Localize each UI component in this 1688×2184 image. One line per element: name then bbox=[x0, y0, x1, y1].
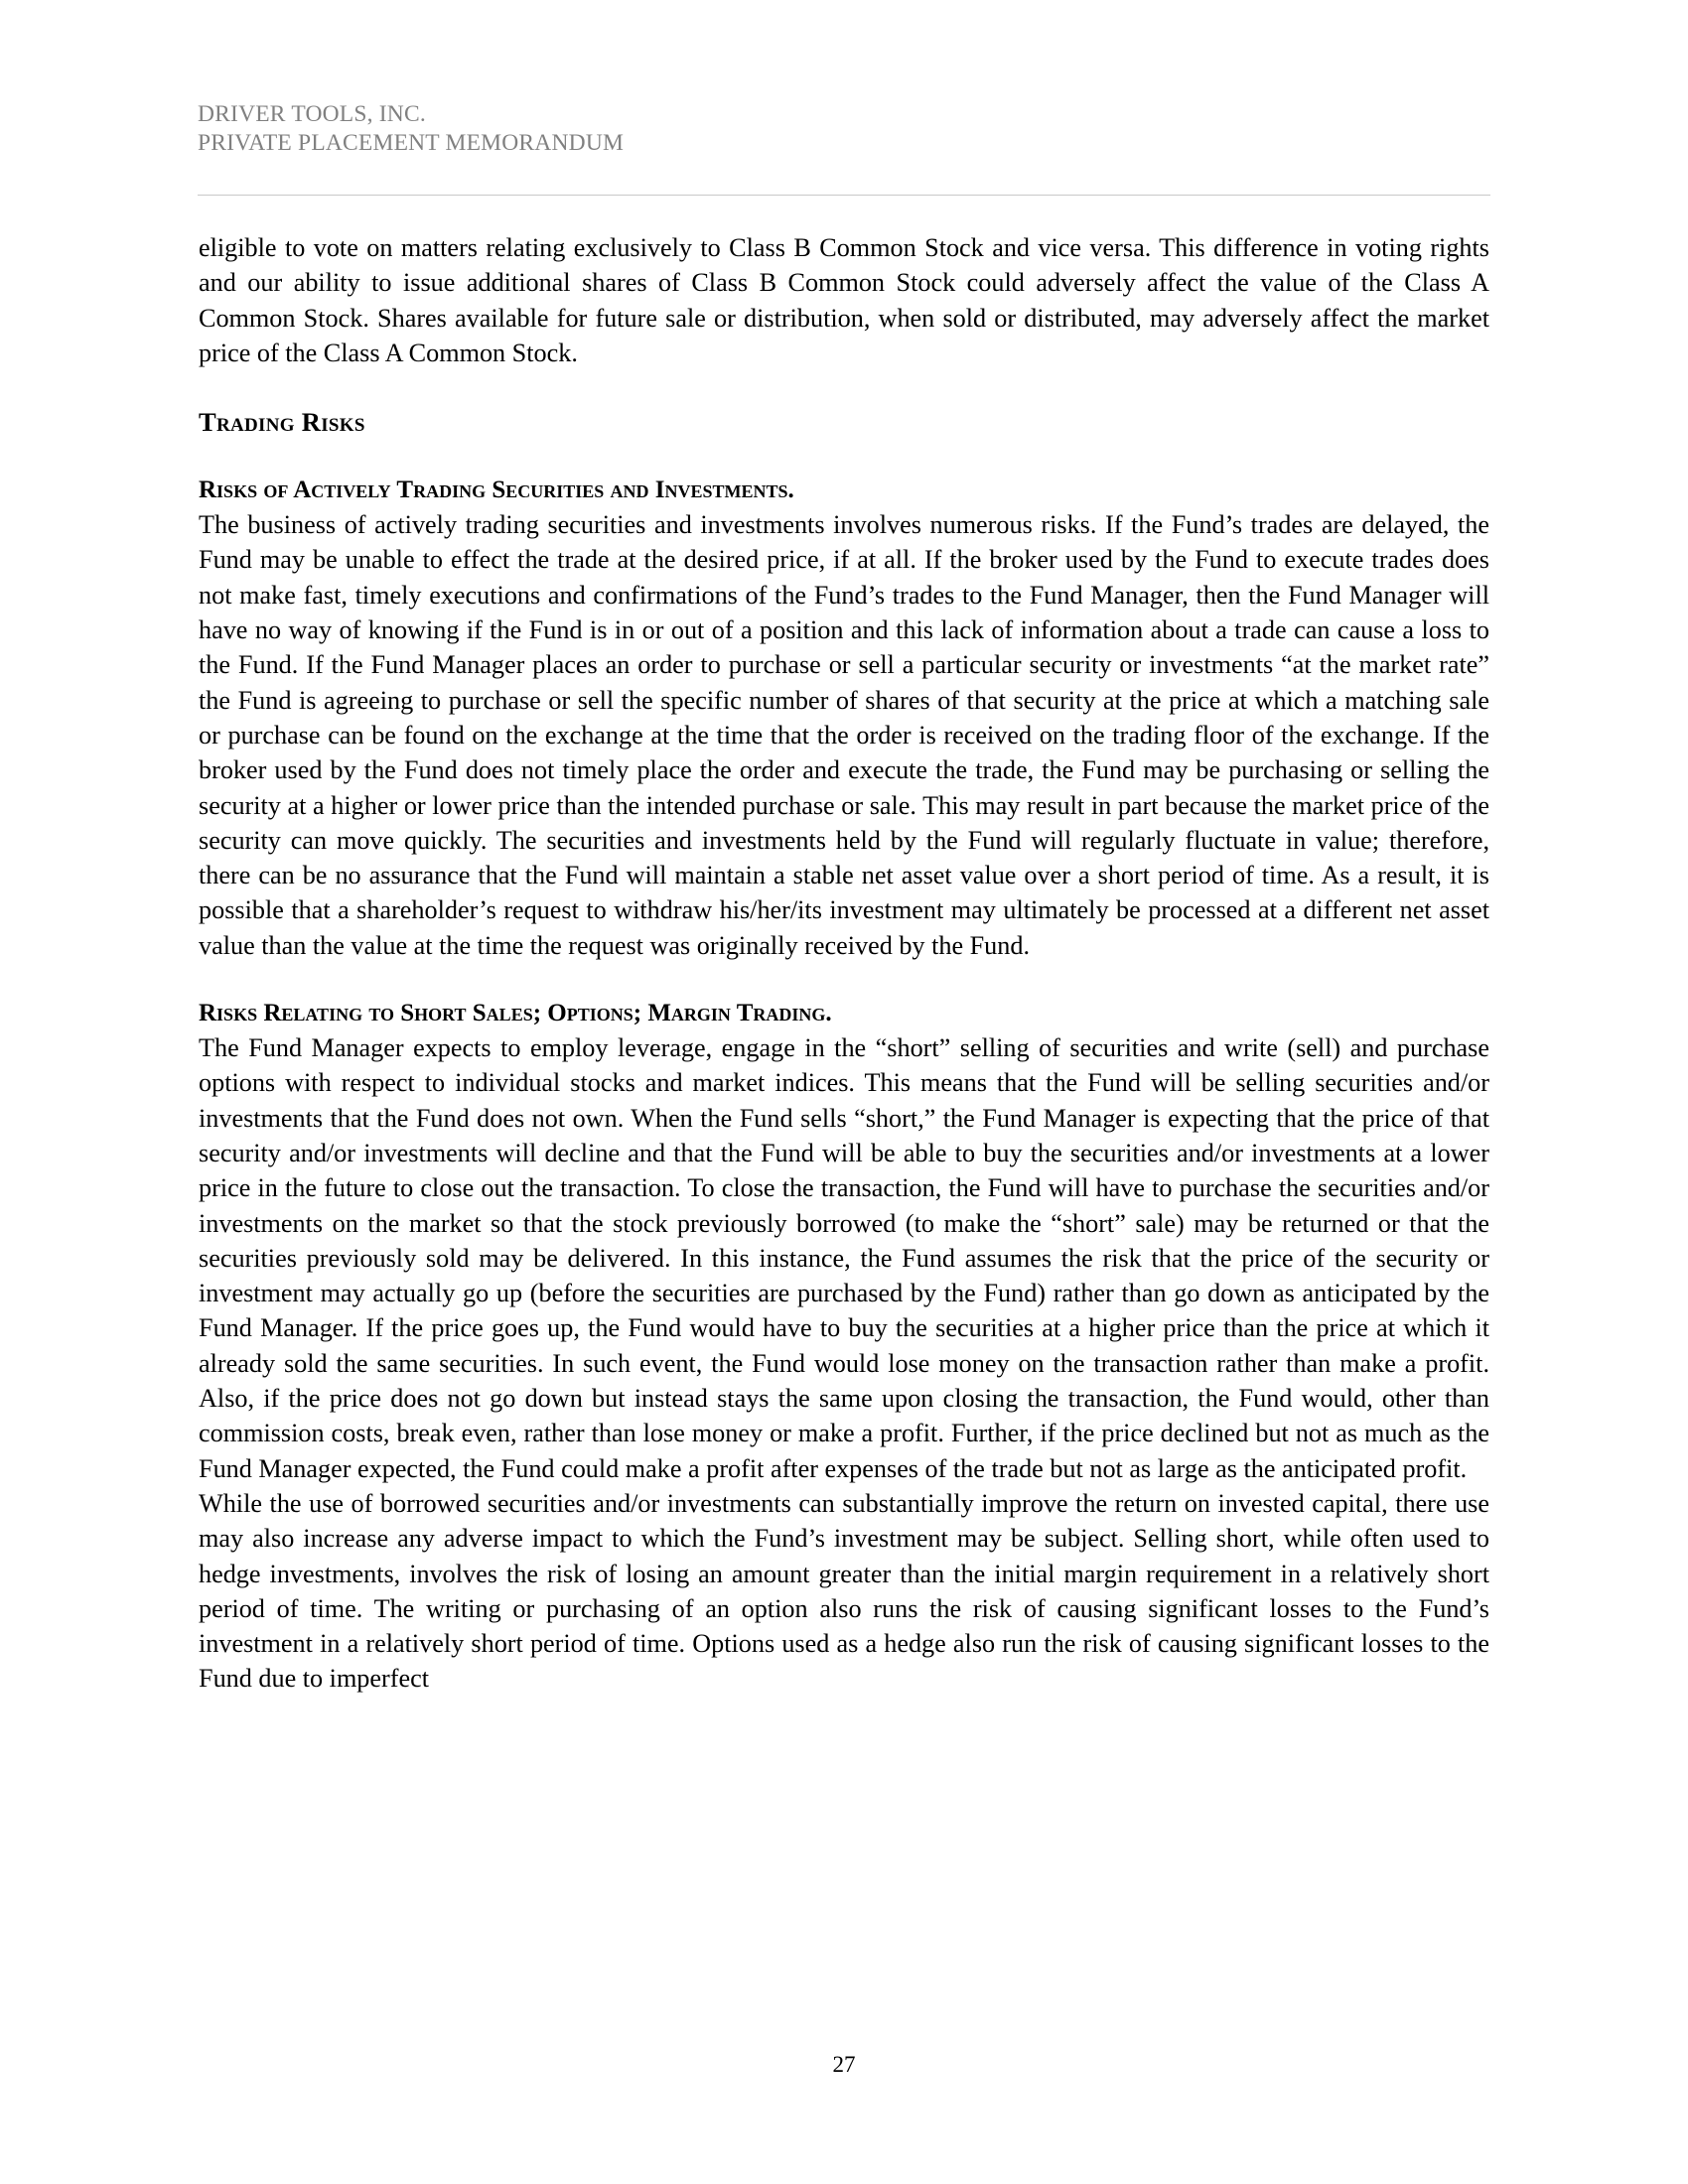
subheading-actively-trading: Risks of Actively Trading Securities and Investments. bbox=[199, 477, 794, 504]
header-document-title: PRIVATE PLACEMENT MEMORANDUM bbox=[198, 130, 625, 156]
section-heading-trading-risks: Trading Risks bbox=[199, 407, 365, 438]
paragraph-actively-trading: The business of actively trading securities and investments involves numerous risks. If the Fund’s trades are delayed, the Fund may be unable to effect the trade at the desired price, if at all. If the broker used by the Fund to execute trades does not make fast, timely executions and confirmations of the Fund’s trades to the Fund Manager, then the Fund Manager will have no way of knowing if the Fund is in or out of a position and this lack of information about a trade can cause a loss to the Fund. If the Fund Manager places an order to purchase or sell a particular security or investments “at the market rate” the Fund is agreeing to purchase or sell the specific number of shares of that security at the price at which a matching sale or purchase can be found on the exchange at the time that the order is received on the trading floor of the exchange. If the broker used by the Fund does not timely place the order and execute the trade, the Fund may be purchasing or selling the security at a higher or lower price than the intended purchase or sale. This may result in part because the market price of the security can move quickly. The securities and investments held by the Fund will regularly fluctuate in value; therefore, there can be no assurance that the Fund will maintain a stable net asset value over a short period of time. As a result, it is possible that a shareholder’s request to withdraw his/her/its investment may ultimately be processed at a different net asset value than the value at the time the request was originally received by the Fund. bbox=[199, 510, 1489, 960]
paragraph-intro: eligible to vote on matters relating exclusively to Class B Common Stock and vice versa. This difference in voting rights and our ability to issue additional shares of Class B Common Stock could adversely affect the value of the Class A Common Stock. Shares available for future sale or distribution, when sold or distributed, may adversely affect the market price of the Class A Common Stock. bbox=[199, 233, 1489, 367]
subheading-short-sales: Risks Relating to Short Sales; Options; Margin Trading. bbox=[199, 1000, 832, 1027]
header-company-name: DRIVER TOOLS, INC. bbox=[198, 101, 426, 127]
paragraph-short-sales-2: While the use of borrowed securities and/or investments can substantially improve the return on invested capital, there use may also increase any adverse impact to which the Fund’s investment may be subject. Selling short, while often used to hedge investments, involves the risk of losing an amount greater than the initial margin requirement in a relatively short period of time. The writing or purchasing of an option also runs the risk of causing significant losses to the Fund’s investment in a relatively short period of time. Options used as a hedge also run the risk of causing significant losses to the Fund due to imperfect bbox=[199, 1488, 1489, 1694]
header-divider bbox=[198, 195, 1490, 196]
running-header bbox=[198, 100, 1488, 158]
paragraph-short-sales-1: The Fund Manager expects to employ leverage, engage in the “short” selling of securities and write (sell) and purchase options with respect to individual stocks and market indices. This means that the Fund will be selling securities and/or investments that the Fund does not own. When the Fund sells “short,” the Fund Manager is expecting that the price of that security and/or investments will decline and that the Fund will be able to buy the securities and/or investments at a lower price in the future to close out the transaction. To close the transaction, the Fund will have to purchase the securities and/or investments on the market so that the stock previously borrowed (to make the “short” sale) may be returned or that the securities previously sold may be delivered. In this instance, the Fund assumes the risk that the price of the security or investment may actually go up (before the securities are purchased by the Fund) rather than go down as anticipated by the Fund Manager. If the price goes up, the Fund would have to buy the securities at a higher price than the price at which it already sold the same securities. In such event, the Fund would lose money on the transaction rather than make a profit. Also, if the price does not go down but instead stays the same upon closing the transaction, the Fund would, other than commission costs, break even, rather than lose money or make a profit. Further, if the price declined but not as much as the Fund Manager expected, the Fund could make a profit after expenses of the trade but not as large as the anticipated profit. bbox=[199, 1033, 1489, 1483]
page-body bbox=[199, 230, 1489, 1697]
page-number: 27 bbox=[832, 2052, 856, 2077]
